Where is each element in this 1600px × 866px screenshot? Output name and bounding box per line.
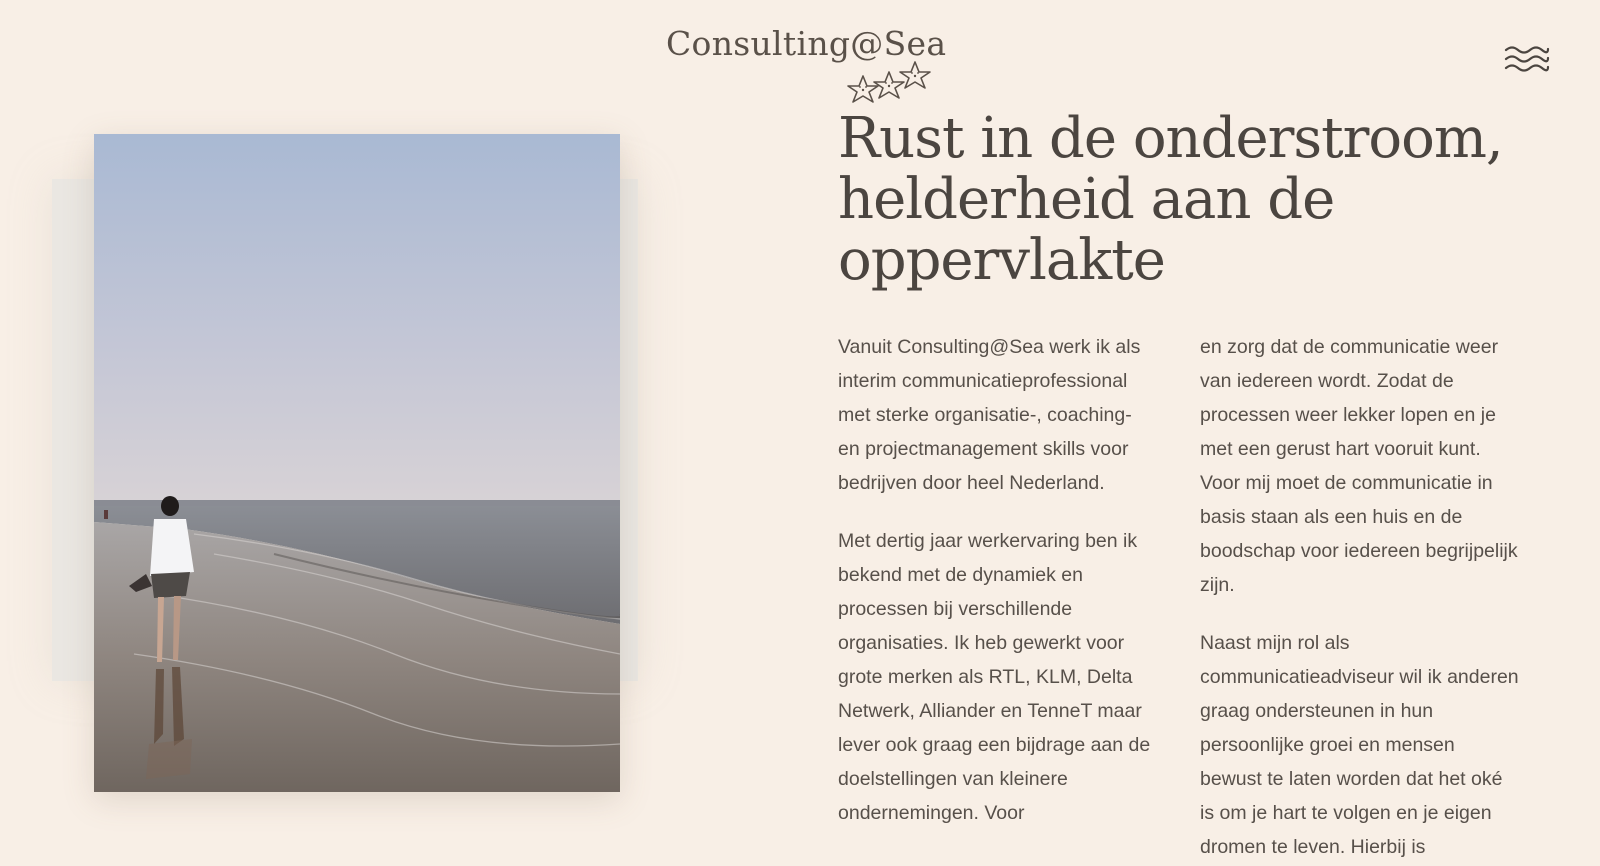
menu-button[interactable] <box>1502 40 1552 80</box>
beach-walk-photo <box>94 134 620 792</box>
intro-column-left <box>838 330 1158 854</box>
hero-headline: Rust in de onderstroom, helderheid aan de oppervlakte <box>838 106 1503 293</box>
intro-paragraph: Met dertig jaar werkervaring ben ik bekend met de dynamiek en processen bij verschillende organisaties. Ik heb gewerkt voor grote merken als RTL, KLM, Delta Netwerk, Alliander en TenneT maar lever ook graag een bijdrage aan de doelstellingen van kleinere ondernemingen. Voor <box>838 530 1151 824</box>
intro-paragraph: Vanuit Consulting@Sea werk ik als interim communicatieprofessional met sterke organisatie-, coaching- en projectmanagement skills voor bedrijven door heel Nederland. <box>838 336 1141 494</box>
site-logo[interactable] <box>660 20 947 100</box>
intro-column-right <box>1200 330 1520 866</box>
starfish-icon <box>845 54 945 114</box>
waves-menu-icon <box>1502 40 1552 80</box>
intro-paragraph: Naast mijn rol als communicatieadviseur wil ik anderen graag ondersteunen in hun persoonlijke groei en mensen bewust te laten worden dat het oké is om je hart te volgen en je eigen dromen te leven. Hierbij is <box>1200 632 1519 858</box>
logo-text: Consulting@Sea <box>666 24 947 63</box>
intro-paragraph: en zorg dat de communicatie weer van iedereen wordt. Zodat de processen weer lekker lopen en je met een gerust hart vooruit kunt. Voor mij moet de communicatie in basis staan als een huis en de boodschap voor iedereen begrijpelijk zijn. <box>1200 336 1518 596</box>
